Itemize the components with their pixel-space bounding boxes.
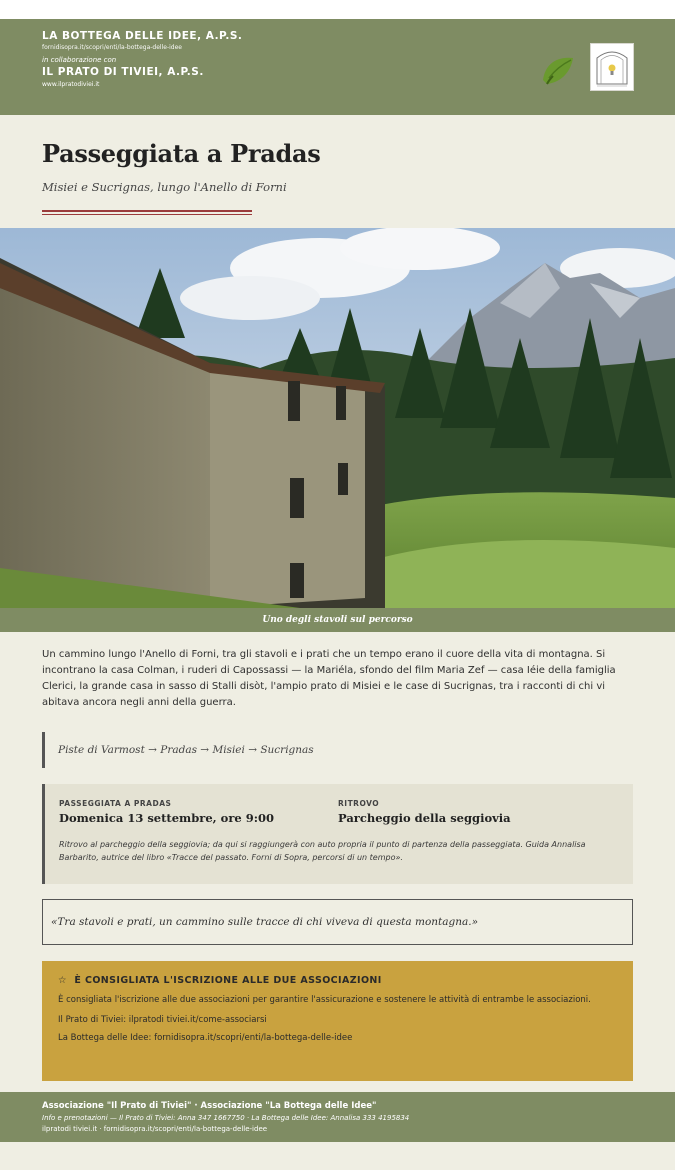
org2-url[interactable]: www.ilpratodiviei.it — [42, 81, 100, 88]
mountain-landscape-image — [0, 228, 675, 608]
top-gap — [0, 0, 675, 19]
page-header — [0, 19, 675, 115]
event-label: PASSEGGIATA A PRADAS — [59, 799, 172, 808]
org1-name: LA BOTTEGA DELLE IDEE, A.P.S. — [42, 30, 243, 42]
star-icon: ☆ — [58, 975, 67, 986]
footer-associations: Associazione "Il Prato di Tiviei" · Associazione "La Bottega delle Idee" — [42, 1101, 377, 1111]
membership-link-bottega[interactable]: La Bottega delle Idee: fornidisopra.it/scopri/enti/la-bottega-delle-idee — [58, 1033, 353, 1043]
meeting-note: Ritrovo al parcheggio della seggiovia; da qui si raggiungerà con auto propria il punto di partenza della passeggiata. Guida Annalisa Barbarito, autrice del libro «Tracce del passato. Forni di Sopra, percorsi di un tempo». — [59, 840, 586, 862]
title-divider — [42, 210, 252, 215]
page-title: Passeggiata a Pradas — [42, 139, 321, 168]
leaf-logo-icon — [539, 50, 579, 90]
membership-title — [58, 975, 617, 986]
org1-url[interactable]: fornidisopra.it/scopri/enti/la-bottega-delle-idee — [42, 44, 182, 51]
page-subtitle: Misiei e Sucrignas, lungo l'Anello di Forni — [42, 180, 287, 194]
hero-photo — [0, 228, 675, 608]
footer-urls[interactable]: ilpratodi tiviei.it · fornidisopra.it/scopri/enti/la-bottega-delle-idee — [42, 1125, 268, 1133]
meeting-place: Parcheggio della seggiovia — [338, 811, 511, 825]
footer-contacts: Info e prenotazioni — Il Prato di Tiviei: Anna 347 1667750 · La Bottega delle Idee: Annalisa 333 4195834 — [42, 1114, 410, 1122]
event-date: Domenica 13 settembre, ore 9:00 — [59, 811, 274, 825]
membership-box — [42, 961, 633, 1081]
collab-text: in collaborazione con — [42, 56, 117, 64]
title-section — [0, 115, 675, 228]
membership-text: È consigliata l'iscrizione alle due associazioni per garantire l'assicurazione e sostenere le attività di entrambe le associazioni. — [58, 995, 591, 1005]
photo-caption: Uno degli stavoli sul percorso — [0, 608, 675, 632]
membership-link-prato[interactable]: Il Prato di Tiviei: ilpratodi tiviei.it/come-associarsi — [58, 1015, 267, 1025]
quote-box: «Tra stavoli e prati, un cammino sulle tracce di chi viveva di questa montagna.» — [42, 899, 633, 945]
bottega-logo-icon — [590, 43, 634, 91]
meeting-label: RITROVO — [338, 799, 380, 808]
org2-name: IL PRATO DI TIVIEI, A.P.S. — [42, 66, 204, 78]
page-footer — [0, 1092, 675, 1142]
membership-title-text: È CONSIGLIATA L'ISCRIZIONE ALLE DUE ASSOCIAZIONI — [74, 975, 382, 986]
route-path: Piste di Varmost → Pradas → Misiei → Sucrignas — [42, 732, 633, 768]
event-info-box — [42, 784, 633, 884]
description-text: Un cammino lungo l'Anello di Forni, tra gli stavoli e i prati che un tempo erano il cuore della vita di montagna. Si incontrano la casa Colman, i ruderi di Capossassi — la Mariéla, sfondo del film Maria Zef — casa Iéie della famiglia Clerici, la grande casa in sasso di Stalli disòt, l'ampio prato di Misiei e le case di Sucrignas, tra i racconti di chi vi abitava ancora negli anni della guerra. — [42, 649, 616, 708]
